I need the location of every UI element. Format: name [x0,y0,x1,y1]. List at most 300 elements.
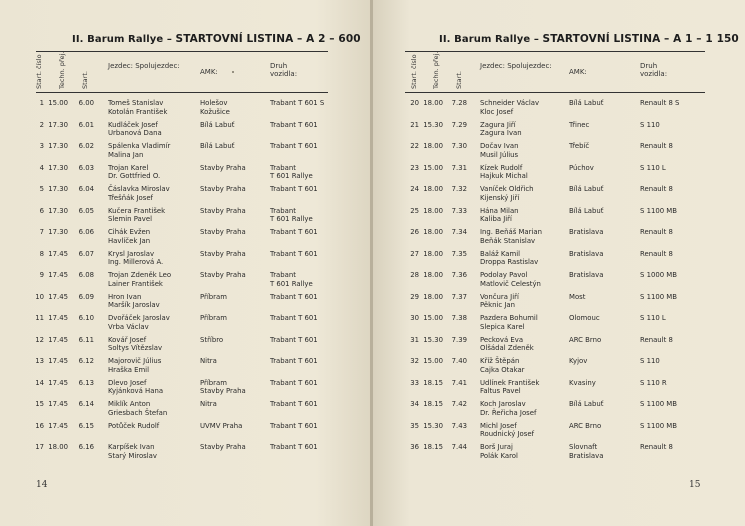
driver-name: Zagura Jiří [480,120,516,129]
col-header-club: AMK: [200,68,218,76]
entry-row [373,228,745,250]
entry-row [373,443,745,465]
driver-name: Baláž Kamil [480,249,521,258]
tech-time: 18.00 [423,271,443,279]
start-time: 7.38 [451,314,467,322]
driver-name: Podolay Pavol [480,271,528,279]
start-time: 7.40 [451,357,467,365]
car-model: Trabant [270,206,296,215]
entry-row [373,293,745,315]
club-name-second-line: Stavby Praha [200,387,246,396]
club-name: Třinec [569,120,590,129]
codriver-name: Olšádal Zdeněk [480,344,534,353]
start-time: 6.07 [78,249,94,258]
start-number: 3 [39,142,44,150]
entry-row [0,400,371,422]
club-name: Příbram [200,314,227,322]
start-number: 7 [39,228,44,236]
entry-row [373,271,745,293]
car-model: S 1100 MB [640,206,677,215]
tech-time: 17.30 [48,142,68,150]
start-time: 7.39 [451,335,467,344]
driver-name: Kříž Štěpán [480,357,520,365]
car-model: S 1100 MB [640,421,677,430]
driver-name: Schneider Václav [480,99,540,107]
entry-row [0,379,371,401]
start-number: 29 [410,292,419,301]
codriver-name: Kotolán František [108,107,168,116]
entry-row [0,207,371,229]
entry-row [373,250,745,272]
start-number: 6 [39,206,44,215]
start-number: 22 [410,142,419,150]
tech-time: 18.00 [423,142,443,150]
entry-row [373,99,745,121]
tech-time: 18.15 [423,378,443,387]
start-number: 26 [410,228,419,236]
car-model: Trabant T 601 [270,249,318,258]
car-model: Trabant T 601 [270,120,318,129]
entry-row [0,443,371,465]
start-number: 30 [410,314,419,322]
car-model: S 110 L [640,163,666,172]
car-model: Trabant [270,271,296,279]
title-main: STARTOVNÍ LISTINA – A 1 – 1 150 [542,33,739,45]
start-number: 20 [410,99,419,107]
tech-time: 18.00 [423,228,443,236]
club-name: Stavby Praha [200,185,246,193]
start-number: 1 [39,99,44,107]
car-model: S 1100 MB [640,400,677,408]
codriver-name: Lainer František [108,279,163,288]
club-name: Kyjov [569,357,588,365]
tech-time: 15.30 [423,120,443,129]
col-header-car: Druh vozidla: [270,62,298,78]
codriver-name: Kaliba Jiří [480,215,512,224]
start-number: 23 [410,163,419,172]
club-name: ARC Brno [569,421,602,430]
start-time: 6.06 [78,228,94,236]
header-top-rule [36,51,328,52]
start-number: 25 [410,206,419,215]
tech-time: 17.30 [48,185,68,193]
tech-time: 17.45 [48,335,68,344]
tech-time: 15.00 [423,314,443,322]
tech-time: 17.45 [48,249,68,258]
start-number: 16 [35,421,44,430]
club-name: Bílá Labuť [569,206,604,215]
codriver-name: Ing. Millerová A. [108,258,164,267]
start-time: 6.10 [78,314,94,322]
start-time: 6.08 [78,271,94,279]
entry-row [0,142,371,164]
car-model: S 110 [640,357,660,365]
start-time: 7.42 [451,400,467,408]
header-bottom-rule [405,92,705,93]
tech-time: 15.00 [423,357,443,365]
driver-name: Kízek Rudolf [480,163,523,172]
entry-row [373,121,745,143]
start-number: 28 [410,271,419,279]
driver-name: Vaníček Oldřich [480,185,534,193]
start-time: 7.43 [451,421,467,430]
tech-time: 15.30 [423,421,443,430]
start-number: 24 [410,185,419,193]
driver-name: Potůček Rudolf [108,421,160,430]
tech-time: 17.30 [48,206,68,215]
codriver-name: Dr. Gottfried O. [108,172,161,181]
entry-row [373,207,745,229]
start-time: 6.04 [78,185,94,193]
start-time: 7.28 [451,99,467,107]
start-number: 21 [410,120,419,129]
driver-name: Vončura Jiří [480,292,519,301]
entry-row [373,314,745,336]
driver-name: Kudláček Josef [108,120,158,129]
title-main: STARTOVNÍ LISTINA – A 2 – 600 [175,33,361,45]
driver-name: Krysl Jaroslav [108,249,155,258]
car-model: S 110 [640,120,660,129]
driver-name: Borš Juraj [480,443,513,451]
start-time: 7.34 [451,228,467,236]
club-name: Stavby Praha [200,228,246,236]
tech-time: 18.00 [48,443,68,451]
codriver-name: Pěknic Jan [480,301,516,310]
start-time: 6.15 [78,421,94,430]
col-header-start-time: Start. [81,71,89,89]
start-time: 7.44 [451,443,467,451]
car-model: Trabant T 601 [270,357,318,365]
car-model: Trabant T 601 [270,443,318,451]
codriver-name: Griesbach Štefan [108,408,168,417]
start-number: 4 [39,163,44,172]
start-time: 6.02 [78,142,94,150]
start-time: 6.09 [78,292,94,301]
club-name: Stavby Praha [200,206,246,215]
tech-time: 17.45 [48,421,68,430]
car-model: S 110 R [640,378,667,387]
car-model: Renault 8 [640,142,673,150]
driver-name: Hron Ivan [108,292,142,301]
driver-name: Čáslavka Miroslav [108,185,170,193]
club-name-second-line: Bratislava [569,451,604,460]
title-prefix: II. Barum Rallye – [72,34,172,45]
driver-name: Miklík Anton [108,400,151,408]
col-header-tech: Techn. přej. [432,51,440,89]
driver-name: Michl Josef [480,421,517,430]
driver-name: Ing. Beňáš Marian [480,228,542,236]
start-time: 6.16 [78,443,94,451]
start-number: 8 [39,249,44,258]
tech-time: 17.45 [48,314,68,322]
car-model: Trabant T 601 [270,314,318,322]
tech-time: 18.00 [423,185,443,193]
driver-name: Trojan Zdeněk Leo [108,271,172,279]
car-model-second-line: T 601 Rallye [270,215,313,224]
driver-name: Spálenka Vladimír [108,142,171,150]
tech-time: 17.45 [48,357,68,365]
left-page-title [72,33,361,45]
club-name: Třebíč [569,142,590,150]
club-name: Příbram [200,292,227,301]
codriver-name: Zagura Ivan [480,129,522,138]
start-time: 6.13 [78,378,94,387]
driver-name: Kučera František [108,206,166,215]
club-name: Stavby Praha [200,443,246,451]
codriver-name: Matlovič Celestýn [480,279,541,288]
codriver-name: Slemin Pavel [108,215,153,224]
start-time: 7.41 [451,378,467,387]
tech-time: 17.45 [48,400,68,408]
start-number: 12 [35,335,44,344]
entry-row [373,142,745,164]
tech-time: 15.30 [423,335,443,344]
start-number: 35 [410,421,419,430]
col-header-start-number: Start. číslo [35,54,43,89]
tech-time: 18.00 [423,99,443,107]
codriver-name: Vrba Václav [108,322,149,331]
club-name: Stavby Praha [200,271,246,279]
codriver-name: Kloc Josef [480,107,514,116]
club-name-second-line: Kožušice [200,107,230,116]
right-page [373,0,745,526]
car-model-second-line: T 601 Rallye [270,279,313,288]
codriver-name: Urbanová Dana [108,129,162,138]
codriver-name: Faltus Pavel [480,387,521,396]
car-model: Trabant T 601 [270,400,318,408]
tech-time: 18.15 [423,443,443,451]
tech-time: 18.00 [423,249,443,258]
car-model: Trabant T 601 [270,335,318,344]
start-time: 6.11 [78,335,94,344]
car-model: Renault 8 [640,249,673,258]
codriver-name: Malina Jan [108,150,144,159]
club-name: UVMV Praha [200,421,243,430]
start-time: 7.36 [451,271,467,279]
car-model-second-line: T 601 Rallye [270,172,313,181]
codriver-name: Starý Miroslav [108,451,157,460]
entry-row [0,99,371,121]
driver-name: Majorovič Július [108,357,162,365]
entry-row [373,400,745,422]
club-name: Příbram [200,378,227,387]
tech-time: 17.30 [48,228,68,236]
codriver-name: Maršík Jaroslav [108,301,160,310]
start-time: 6.00 [78,99,94,107]
header-top-rule [405,51,705,52]
club-name: Stříbro [200,335,224,344]
club-name: Bílá Labuť [569,400,604,408]
start-number: 9 [39,271,44,279]
start-time: 7.35 [451,249,467,258]
car-model: Trabant T 601 [270,142,318,150]
start-number: 31 [410,335,419,344]
start-number: 11 [35,314,44,322]
car-model: S 110 L [640,314,666,322]
codriver-name: Polák Karol [480,451,518,460]
start-time: 6.05 [78,206,94,215]
club-name: Bílá Labuť [569,99,604,107]
page-number: 15 [689,480,701,490]
driver-name: Pazdera Bohumil [480,314,538,322]
driver-name: Cihák Evžen [108,228,151,236]
start-time: 7.31 [451,163,467,172]
codriver-name: Musil Július [480,150,519,159]
codriver-name: Soltys Vítězslav [108,344,163,353]
club-name: Stavby Praha [200,163,246,172]
club-name: Slovnaft [569,443,598,451]
entry-row [373,164,745,186]
codriver-name: Droppa Rastislav [480,258,539,267]
start-number: 5 [39,185,44,193]
entry-row [373,336,745,358]
driver-name: Udlínek František [480,378,540,387]
driver-name: Tomeš Stanislav [108,99,164,107]
driver-name: Koch Jaroslav [480,400,526,408]
entry-row [373,357,745,379]
tech-time: 17.30 [48,120,68,129]
start-time: 7.30 [451,142,467,150]
car-model: Renault 8 [640,443,673,451]
start-time: 7.37 [451,292,467,301]
tech-time: 18.00 [423,292,443,301]
club-name: Bratislava [569,271,604,279]
club-name: Bílá Labuť [569,185,604,193]
club-name: Bílá Labuť [200,120,235,129]
tech-time: 18.00 [423,206,443,215]
codriver-name: Kyjánková Hana [108,387,164,396]
driver-name: Dočav Ivan [480,142,519,150]
entry-row [0,357,371,379]
codriver-name: Dr. Řeřicha Josef [480,408,537,417]
entry-row [0,422,371,444]
left-page [0,0,371,526]
tech-time: 17.45 [48,271,68,279]
codriver-name: Hraška Emil [108,365,150,374]
car-model: Trabant T 601 [270,228,318,236]
start-time: 6.01 [78,120,94,129]
start-number: 32 [410,357,419,365]
codriver-name: Třešňák Josef [108,193,153,202]
col-header-club: AMK: [569,68,587,76]
codriver-name: Beňák Stanislav [480,236,536,245]
club-name: Kvasiny [569,378,596,387]
driver-name: Karpíšek Ivan [108,443,155,451]
decorative-dot [232,71,234,73]
tech-time: 18.15 [423,400,443,408]
driver-name: Pecková Eva [480,335,524,344]
page-number: 14 [36,480,48,490]
title-prefix: II. Barum Rallye – [439,34,539,45]
car-model: Trabant T 601 [270,378,318,387]
entry-row [0,336,371,358]
club-name: Olomouc [569,314,600,322]
club-name: Holešov [200,99,228,107]
start-time: 6.12 [78,357,94,365]
entry-row [373,422,745,444]
start-time: 7.29 [451,120,467,129]
start-number: 17 [35,443,44,451]
entry-row [373,379,745,401]
entry-row [0,228,371,250]
car-model: Trabant T 601 [270,421,318,430]
car-model: Renault 8 S [640,99,680,107]
tech-time: 15.00 [423,163,443,172]
start-number: 36 [410,443,419,451]
car-model: Trabant [270,163,296,172]
car-model: Renault 8 [640,228,673,236]
tech-time: 17.45 [48,378,68,387]
tech-time: 15.00 [48,99,68,107]
start-number: 2 [39,120,44,129]
start-number: 13 [35,357,44,365]
car-model: Trabant T 601 [270,185,318,193]
car-model: S 1000 MB [640,271,677,279]
club-name: Nitra [200,357,217,365]
start-number: 14 [35,378,44,387]
codriver-name: Roudnický Josef [480,430,535,439]
club-name: Nitra [200,400,217,408]
codriver-name: Cajka Otakar [480,365,525,374]
start-time: 6.14 [78,400,94,408]
entry-row [373,185,745,207]
entry-row [0,164,371,186]
col-header-start-time: Start. [455,71,463,89]
col-header-driver: Jezdec: Spolujezdec: [108,62,180,70]
col-header-car: Druh vozidla: [640,62,668,78]
entry-row [0,314,371,336]
car-model: Renault 8 [640,335,673,344]
entry-row [0,293,371,315]
entry-row [0,185,371,207]
entry-row [0,250,371,272]
start-number: 10 [35,292,44,301]
start-number: 34 [410,400,419,408]
start-time: 7.32 [451,185,467,193]
col-header-driver: Jezdec: Spolujezdec: [480,62,552,70]
driver-name: Dvořáček Jaroslav [108,314,170,322]
tech-time: 17.45 [48,292,68,301]
driver-name: Hána Milan [480,206,519,215]
entry-row [0,271,371,293]
car-model: Trabant T 601 [270,292,318,301]
car-model: Trabant T 601 S [270,99,325,107]
club-name: Bratislava [569,228,604,236]
start-number: 33 [410,378,419,387]
codriver-name: Hajkuk Michal [480,172,528,181]
start-time: 7.33 [451,206,467,215]
club-name: Bílá Labuť [200,142,235,150]
club-name: Bratislava [569,249,604,258]
codriver-name: Havlíček Jan [108,236,151,245]
club-name: Púchov [569,163,594,172]
start-number: 15 [35,400,44,408]
club-name: Most [569,292,586,301]
entry-row [0,121,371,143]
driver-name: Kovář Josef [108,335,147,344]
codriver-name: Kijenský Jiří [480,193,520,202]
club-name: ARC Brno [569,335,602,344]
col-header-tech: Techn. přej. [58,51,66,89]
header-bottom-rule [36,92,328,93]
codriver-name: Slepica Karel [480,322,525,331]
start-time: 6.03 [78,163,94,172]
car-model: Renault 8 [640,185,673,193]
car-model: S 1100 MB [640,292,677,301]
driver-name: Trojan Karel [108,163,149,172]
driver-name: Dlevo Josef [108,378,147,387]
col-header-start-number: Start. číslo [410,54,418,89]
